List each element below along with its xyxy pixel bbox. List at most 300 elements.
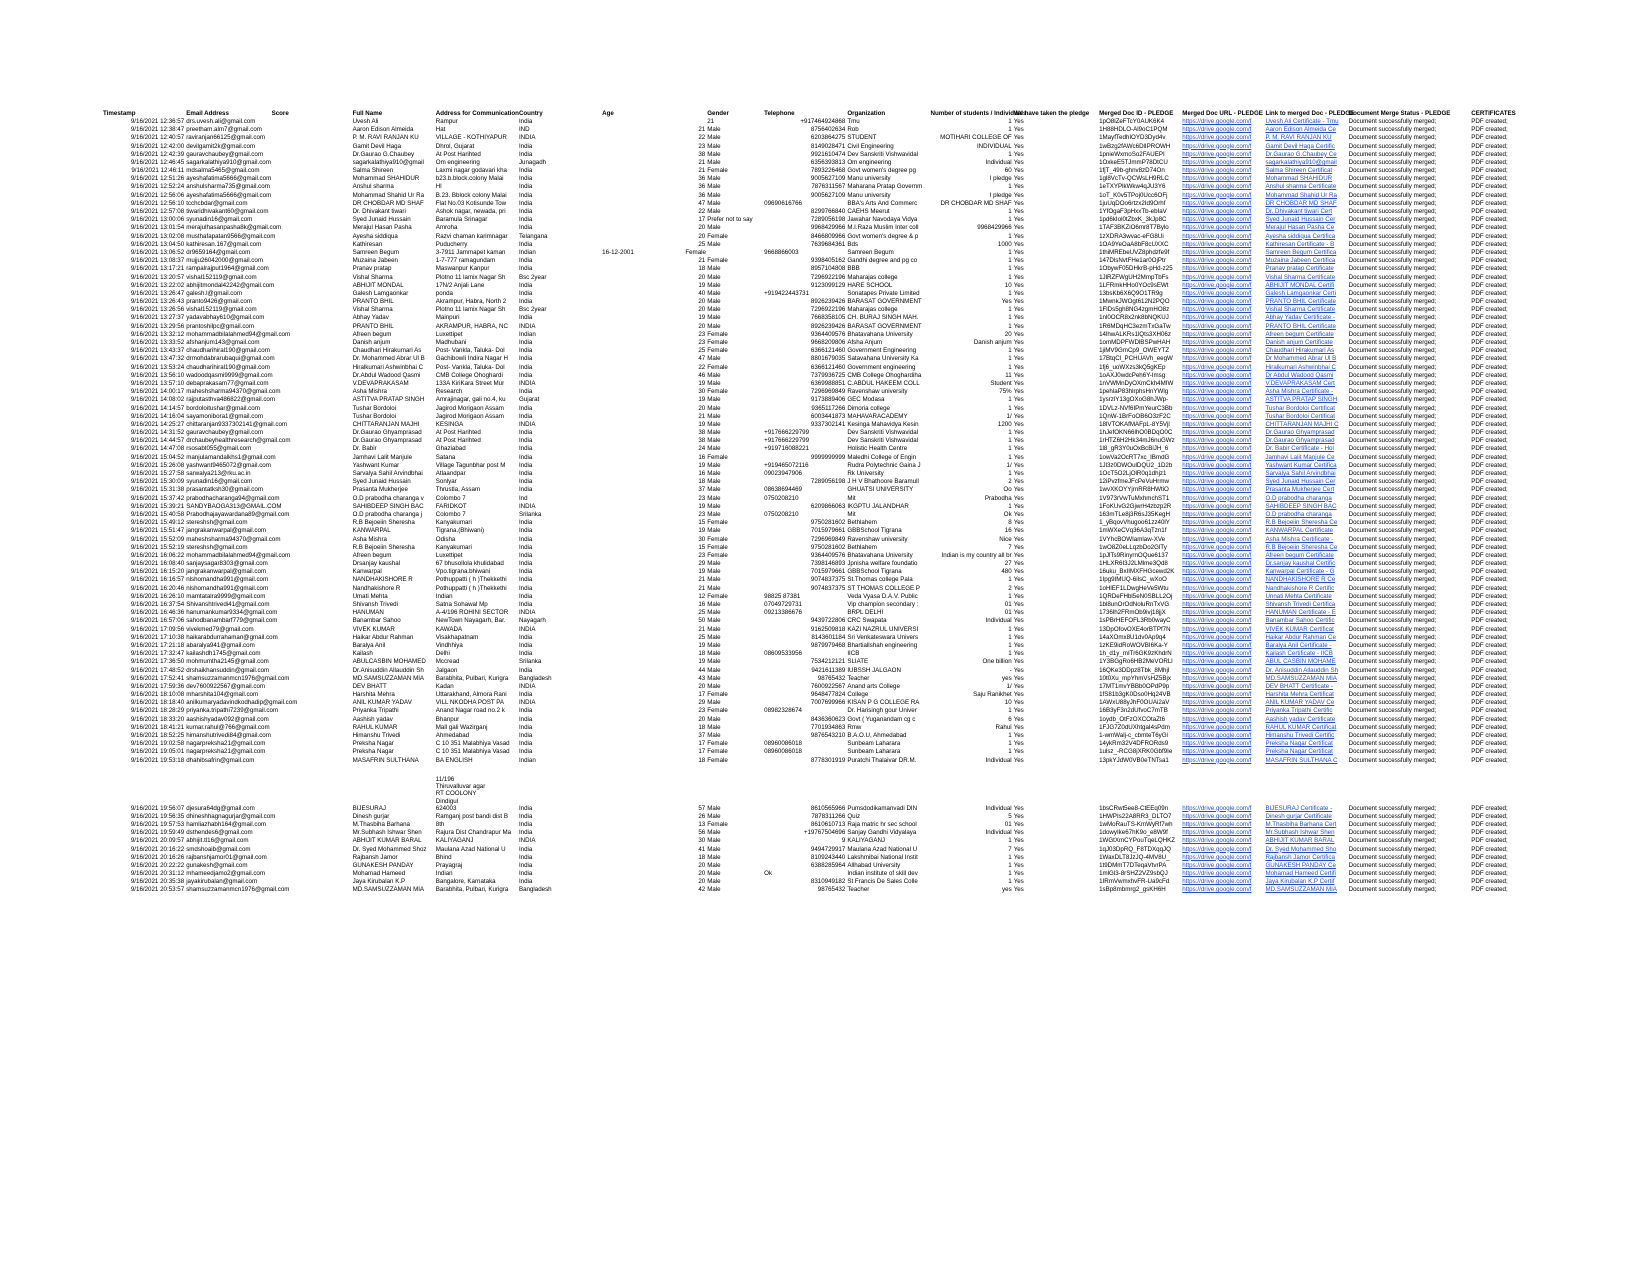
merged-doc-url[interactable]: https://drive.google.com/f (1182, 592, 1252, 600)
merged-doc-link[interactable]: Afreen begum Certificate (1265, 330, 1334, 338)
merged-doc-url[interactable]: https://drive.google.com/f (1182, 861, 1252, 869)
merged-doc-link[interactable]: Banambar Sahoo Certific (1265, 617, 1335, 625)
merged-doc-link[interactable]: Hiralkumari Ashwinbhai C (1265, 363, 1336, 371)
merged-doc-link[interactable]: PRANTO BHIL Certificate (1265, 298, 1336, 306)
merged-doc-url[interactable]: https://drive.google.com/f (1182, 322, 1252, 330)
merged-doc-link[interactable]: Yashwant Kumar Certifica (1265, 461, 1337, 469)
age-text (601, 436, 684, 444)
merged-doc-url[interactable]: https://drive.google.com/f (1182, 453, 1252, 461)
merged-doc-link[interactable]: GUNAKESH PANDAY Ce (1265, 861, 1336, 869)
merged-doc-url[interactable]: https://drive.google.com/f (1182, 388, 1252, 396)
merged-doc-url[interactable]: https://drive.google.com/f (1182, 870, 1252, 878)
table-row (102, 861, 1558, 869)
merged-doc-url[interactable]: https://drive.google.com/f (1182, 314, 1252, 322)
spacer (1087, 125, 1098, 133)
merged-doc-link[interactable]: ABHIJIT MONDAL Certifi (1265, 281, 1335, 289)
merged-doc-url[interactable]: https://drive.google.com/f (1182, 543, 1252, 551)
telephone: +917464924868 (800, 117, 846, 125)
merged-doc-link[interactable]: Vishal Sharma Certificate (1265, 273, 1336, 281)
students-count: 1000 (997, 240, 1012, 248)
merged-doc-link[interactable]: Jamhavi Lalit Manjule Ce (1265, 453, 1335, 461)
merged-doc-url[interactable]: https://drive.google.com/f (1182, 355, 1252, 363)
merged-doc-link[interactable]: Danish anjum Certificate (1265, 339, 1333, 347)
merged-doc-link[interactable]: Pranav pratap Certificate (1265, 265, 1334, 273)
merged-doc-link[interactable]: CHITTARANJAN MAJHI C (1265, 420, 1339, 428)
merged-doc-url[interactable]: https://drive.google.com/f (1182, 748, 1252, 756)
merged-doc-link[interactable]: V.DEVAPRAKASAM Cert (1265, 379, 1335, 387)
merged-doc-url[interactable]: https://drive.google.com/f (1182, 691, 1252, 699)
merged-doc-link[interactable]: MD.SAMSUZZAMAN MIA (1265, 674, 1337, 682)
merged-doc-url[interactable]: https://drive.google.com/f (1182, 609, 1252, 617)
timestamp: 9/16/2021 13:32:12 (130, 330, 185, 338)
merged-doc-url[interactable]: https://drive.google.com/f (1182, 150, 1252, 158)
merged-doc-link[interactable]: Abhay Yadav Certificate - (1265, 314, 1336, 322)
spacer (1087, 715, 1098, 723)
merged-doc-link[interactable]: Merajul Hasan Pasha Ce (1265, 224, 1335, 232)
merged-doc-url[interactable]: https://drive.google.com/f (1182, 740, 1252, 748)
merged-doc-url[interactable]: https://drive.google.com/f (1182, 142, 1252, 150)
merged-doc-link[interactable]: Rajbansh Jamor Certifica (1265, 853, 1335, 861)
merged-doc-url[interactable]: https://drive.google.com/f (1182, 363, 1252, 371)
email: tcchcbdar@gmail.com (186, 199, 248, 207)
merged-doc-link[interactable]: Himanshu Trivedi Certific (1265, 732, 1335, 740)
merged-doc-link[interactable]: Preksha Nagar Certificat (1265, 740, 1333, 748)
certificate: PDF created; (1471, 845, 1508, 853)
organization: Ravenshaw university (847, 388, 908, 396)
merged-doc-url[interactable]: https://drive.google.com/f (1182, 494, 1252, 502)
merged-doc-link[interactable]: ABUL CASBIN MOHAME (1265, 658, 1336, 666)
age: 20 (698, 870, 706, 878)
timestamp: 9/16/2021 14:14:57 (130, 404, 185, 412)
pledge: Yes (1013, 584, 1024, 592)
merged-doc-link[interactable]: Asha Mishra Certificate - (1265, 388, 1334, 396)
telephone: 9879979468 (810, 641, 846, 649)
merged-doc-link[interactable]: Anshul sharma Certificate (1265, 183, 1337, 191)
merged-doc-url[interactable]: https://drive.google.com/f (1182, 306, 1252, 314)
merge-status: Document successfully merged; (1348, 208, 1437, 216)
pledge: Yes (1013, 804, 1024, 812)
score (271, 363, 352, 371)
gender: Female (707, 257, 728, 265)
merged-doc-link[interactable]: Dr.sanjay kaushal Certific (1265, 560, 1336, 568)
merged-doc-link[interactable]: ANIL KUMAR YADAV Ce (1265, 699, 1335, 707)
table-row (102, 657, 1558, 665)
merged-doc-url[interactable]: https://drive.google.com/f (1182, 273, 1252, 281)
merged-doc-link[interactable]: Chaudhari Hirakumari As (1265, 347, 1335, 355)
merged-doc-link[interactable]: Salma Shireen Certificat (1265, 167, 1333, 175)
merged-doc-link[interactable]: Syed Junaid Hussain Cer (1265, 216, 1336, 224)
merged-doc-link[interactable]: Harshita Mehra Certificat (1265, 691, 1334, 699)
table-row (102, 314, 1558, 322)
age-text (601, 567, 684, 575)
age-text (601, 289, 684, 297)
merged-doc-url[interactable]: https://drive.google.com/f (1182, 756, 1252, 764)
merged-doc-link[interactable]: Sarvalya Sahil Arvindbhai (1265, 470, 1336, 478)
merged-doc-link[interactable]: Afreen begum Certificate (1265, 551, 1334, 559)
merged-doc-url[interactable]: https://drive.google.com/f (1182, 674, 1252, 682)
telephone: 9999999999 (810, 453, 846, 461)
merged-doc-link[interactable]: R.B Bejoeiin Sheresha Ce (1265, 543, 1338, 551)
header-cell: CERTIFICATES (1471, 109, 1516, 117)
address: 17N/2 Anjali Lane (435, 281, 485, 289)
email: rampalrajput1964@gmail.com (186, 265, 269, 273)
spacer (1087, 363, 1098, 371)
merged-doc-link[interactable]: Baralya Anil Certificate - (1265, 641, 1332, 649)
merged-doc-url[interactable]: https://drive.google.com/f (1182, 551, 1252, 559)
merged-doc-link[interactable]: SAHIBDEEP SINGH BAC (1265, 502, 1337, 510)
email: mohammadbilalahmed94@gmail.com (186, 330, 291, 338)
merged-doc-link[interactable]: Dr.Gaurao Ghyamprasad (1265, 437, 1335, 445)
merged-doc-link[interactable]: R.B Bejoeiin Sheresha Ce (1265, 519, 1338, 527)
merged-doc-url[interactable]: https://drive.google.com/f (1182, 158, 1252, 166)
merged-doc-url[interactable]: https://drive.google.com/f (1182, 371, 1252, 379)
merged-doc-url[interactable]: https://drive.google.com/f (1182, 281, 1252, 289)
address: Rampur (435, 117, 458, 125)
country: India (518, 216, 533, 224)
pledge: Yes (1013, 363, 1024, 371)
organization: Maledhi College of Engin (847, 453, 917, 461)
full-name: Mohammad SHAHIDUR (352, 175, 420, 183)
telephone: 98765432 (817, 674, 846, 682)
merged-doc-url[interactable]: https://drive.google.com/f (1182, 126, 1252, 134)
full-name: KANWARPAL (352, 527, 391, 535)
merged-doc-url[interactable]: https://drive.google.com/f (1182, 519, 1252, 527)
students-count: 1/ (1006, 412, 1012, 420)
country: India (518, 748, 533, 756)
merged-doc-link[interactable]: ASTITVA PRATAP SINGH (1265, 396, 1338, 404)
age-text (601, 150, 684, 158)
age-text (601, 526, 684, 534)
country: India (518, 289, 533, 297)
table-row (102, 641, 1558, 649)
timestamp: 9/16/2021 13:08:37 (130, 257, 185, 265)
merged-doc-link[interactable]: Shivansh Trivedi Certifica (1265, 601, 1336, 609)
merged-doc-url[interactable]: https://drive.google.com/f (1182, 510, 1252, 518)
spacer (1087, 731, 1098, 739)
email: drmohdabrarubaqui@gmail.com (186, 355, 275, 363)
merged-doc-link[interactable]: Preksha Nagar Certificat (1265, 748, 1333, 756)
merged-doc-link[interactable]: Priyanka Tripathi Certific (1265, 707, 1333, 715)
age: 47 (698, 199, 706, 207)
merged-doc-link[interactable]: Dr.Gaurao Ghyamprasad (1265, 429, 1335, 437)
organization: St.Thomas college Pala (847, 576, 913, 584)
merged-doc-link[interactable]: RAHUL KUMAR Certificat (1265, 723, 1337, 731)
merged-doc-url[interactable]: https://drive.google.com/f (1182, 183, 1252, 191)
merged-doc-link[interactable]: Kailash Certificate - IICB (1265, 650, 1333, 658)
merged-doc-link[interactable]: Nandhakishore R Certific (1265, 584, 1335, 592)
merged-doc-link[interactable]: MASAFRIN SULTHANA C (1265, 756, 1338, 764)
gender: Male (707, 126, 721, 134)
merged-doc-id: 1IRmVwmxhvFR-Ua9cFd (1099, 878, 1170, 886)
students-count: MOTIHARI COLLEGE OF (940, 134, 1012, 142)
merged-doc-link[interactable]: Dr. Babir Certificate - Hol (1265, 445, 1334, 453)
merged-doc-url[interactable]: https://drive.google.com/f (1182, 641, 1252, 649)
merged-doc-url[interactable]: https://drive.google.com/f (1182, 527, 1252, 535)
merged-doc-link[interactable]: Dr. Anisuddin Allauddin Sh (1265, 666, 1339, 674)
merged-doc-url[interactable]: https://drive.google.com/f (1182, 707, 1252, 715)
age-text (601, 256, 684, 264)
telephone: 9364409576 (810, 551, 846, 559)
merged-doc-url[interactable]: https://drive.google.com/f (1182, 248, 1252, 256)
country: Bangladesh (518, 674, 552, 682)
merged-doc-url[interactable]: https://drive.google.com/f (1182, 584, 1252, 592)
age-text (601, 690, 684, 698)
score (271, 836, 352, 844)
address: 1-7-777 ramagundam (435, 257, 496, 265)
merged-doc-url[interactable]: https://drive.google.com/f (1182, 265, 1252, 273)
merged-doc-url[interactable]: https://drive.google.com/f (1182, 208, 1252, 216)
merged-doc-link[interactable]: Mohammad Shahid Ur Ra (1265, 191, 1337, 199)
pledge: Yes (1013, 592, 1024, 600)
telephone: 9337302141 (810, 420, 846, 428)
spacer (1087, 812, 1098, 820)
merged-doc-url[interactable]: https://drive.google.com/f (1182, 257, 1252, 265)
merged-doc-url[interactable]: https://drive.google.com/f (1182, 117, 1252, 125)
certificate: PDF created; (1471, 682, 1508, 690)
merged-doc-link[interactable]: BIJESURAJ Certificate - (1265, 804, 1333, 812)
merged-doc-url[interactable]: https://drive.google.com/f (1182, 576, 1252, 584)
merged-doc-url[interactable]: https://drive.google.com/f (1182, 429, 1252, 437)
merged-doc-url[interactable]: https://drive.google.com/f (1182, 134, 1252, 142)
merged-doc-url[interactable]: https://drive.google.com/f (1182, 812, 1252, 820)
merged-doc-link[interactable]: Uvesh Ali Certificate - Tmu (1265, 117, 1339, 125)
merged-doc-url[interactable]: https://drive.google.com/f (1182, 240, 1252, 248)
merged-doc-link[interactable]: Vishal Sharma Certificate (1265, 306, 1336, 314)
merged-doc-url[interactable]: https://drive.google.com/f (1182, 601, 1252, 609)
merged-doc-url[interactable]: https://drive.google.com/f (1182, 339, 1252, 347)
merged-doc-link[interactable]: Dr.Gaurao G.Chaubey Ce (1265, 150, 1337, 158)
table-row (102, 649, 1558, 657)
merged-doc-link[interactable]: Syed Junaid Hussain Cer (1265, 478, 1336, 486)
pledge: Yes (1013, 306, 1024, 314)
merge-status: Document successfully merged; (1348, 502, 1437, 510)
merged-doc-id: 1pJlTs9RinyrnOQue6137 (1099, 551, 1169, 559)
merged-doc-link[interactable]: Tushar Bordoloi Certificat (1265, 404, 1336, 412)
students-count: 1 (1008, 150, 1012, 158)
merged-doc-url[interactable]: https://drive.google.com/f (1182, 396, 1252, 404)
merged-doc-id: 1FJG7Z0dUXhtgaI4sPdm (1099, 723, 1170, 731)
organization: Tmu (847, 117, 860, 125)
merged-doc-link[interactable]: Kathiresan Certificate - B (1265, 240, 1335, 248)
merged-doc-url[interactable]: https://drive.google.com/f (1182, 535, 1252, 543)
merge-status: Document successfully merged; (1348, 535, 1437, 543)
address: 133A KiriKara Street Mur (435, 379, 505, 387)
age-text (601, 469, 684, 477)
age: 25 (698, 609, 706, 617)
merged-doc-link[interactable]: Galesh Lamgaonkar Certi (1265, 289, 1336, 297)
merged-doc-id: 1bl8unOrOdNoluRnTxVG (1099, 601, 1170, 609)
merged-doc-link[interactable]: O.D prabodha charanga (1265, 494, 1332, 502)
merged-doc-url[interactable]: https://drive.google.com/f (1182, 650, 1252, 658)
merged-doc-url[interactable]: https://drive.google.com/f (1182, 886, 1252, 894)
merged-doc-link[interactable]: MD.SAMSUZZAMAN MIA (1265, 886, 1337, 894)
spacer (1087, 649, 1098, 657)
merged-doc-link[interactable]: Dr Mohammed Abrar Ul B (1265, 355, 1337, 363)
email: vishal152119@gmail.com (186, 273, 257, 281)
merged-doc-link[interactable]: M.Thasbiha Barhana Cert (1265, 820, 1337, 828)
timestamp: 9/16/2021 12:56:10 (130, 199, 185, 207)
merged-doc-link[interactable]: Mr.Subhash Ishwar Shen (1265, 829, 1335, 837)
spacer (1087, 404, 1098, 412)
timestamp: 9/16/2021 12:46:11 (131, 167, 185, 175)
table-row (102, 445, 1558, 453)
merged-doc-url[interactable]: https://drive.google.com/f (1182, 289, 1252, 297)
telephone: 7893226468 (810, 167, 846, 175)
merged-doc-link[interactable]: PRANTO BHIL Certificate (1265, 322, 1336, 330)
merged-doc-url[interactable]: https://drive.google.com/f (1182, 878, 1252, 886)
organization: Govt women's degree pg (847, 167, 916, 175)
merged-doc-url[interactable]: https://drive.google.com/f (1182, 617, 1252, 625)
table-row (102, 510, 1558, 518)
pledge: Yes (1013, 617, 1024, 625)
address: VILLAGE - KOTHIYAPUR (435, 134, 507, 142)
country: India (518, 878, 533, 886)
merged-doc-url[interactable]: https://drive.google.com/f (1182, 845, 1252, 853)
merged-doc-url[interactable]: https://drive.google.com/f (1182, 568, 1252, 576)
merged-doc-url[interactable]: https://drive.google.com/f (1182, 175, 1252, 183)
merged-doc-url[interactable]: https://drive.google.com/f (1182, 633, 1252, 641)
age: 19 (698, 568, 706, 576)
merged-doc-link[interactable]: Ayesha siddiqua Certifica (1265, 232, 1336, 240)
merged-doc-link[interactable]: Kanwarpal Certificate - G (1265, 568, 1335, 576)
merged-doc-url[interactable]: https://drive.google.com/f (1182, 715, 1252, 723)
merged-doc-url[interactable]: https://drive.google.com/f (1182, 820, 1252, 828)
telephone: 7007699966 (810, 699, 846, 707)
merged-doc-url[interactable]: https://drive.google.com/f (1182, 666, 1252, 674)
telephone: 9668866003 (764, 248, 799, 256)
country: India (518, 691, 533, 699)
merged-doc-url[interactable]: https://drive.google.com/f (1182, 167, 1252, 175)
merged-doc-link[interactable]: Samreen Begum Certifica (1265, 248, 1337, 256)
students-count: I pledge (989, 175, 1012, 183)
pledge: Yes (1013, 560, 1024, 568)
merged-doc-url[interactable]: https://drive.google.com/f (1182, 347, 1252, 355)
full-name: Harshita Mehra (352, 691, 395, 699)
merged-doc-url[interactable]: https://drive.google.com/f (1182, 829, 1252, 837)
merged-doc-url[interactable]: https://drive.google.com/f (1182, 224, 1252, 232)
merge-status: Document successfully merged; (1348, 633, 1437, 641)
merged-doc-url[interactable]: https://drive.google.com/f (1182, 330, 1252, 338)
students-count: 2 (1008, 478, 1012, 486)
merged-doc-url[interactable]: https://drive.google.com/f (1182, 412, 1252, 420)
merged-doc-link[interactable]: HANUMAN Certificate - E (1265, 609, 1336, 617)
merged-doc-url[interactable]: https://drive.google.com/f (1182, 404, 1252, 412)
merged-doc-link[interactable]: Aashish yadav Certificate (1265, 715, 1336, 723)
merged-doc-url[interactable]: https://drive.google.com/f (1182, 837, 1252, 845)
merged-doc-url[interactable]: https://drive.google.com/f (1182, 216, 1252, 224)
merged-doc-url[interactable]: https://drive.google.com/f (1182, 723, 1252, 731)
merge-status: Document successfully merged; (1348, 224, 1437, 232)
timestamp: 9/16/2021 20:31:12 (130, 870, 185, 878)
merged-doc-url[interactable]: https://drive.google.com/f (1182, 478, 1252, 486)
telephone: +917666229799 (764, 429, 810, 437)
merged-doc-url[interactable]: https://drive.google.com/f (1182, 199, 1252, 207)
merged-doc-url[interactable]: https://drive.google.com/f (1182, 232, 1252, 240)
merged-doc-link[interactable]: ABHIJIT KUMAR BARAL (1265, 837, 1335, 845)
country: India (518, 740, 533, 748)
country: India (518, 167, 533, 175)
merged-doc-link[interactable]: Mohammad SHAHIDUR (1265, 175, 1333, 183)
age: 30 (698, 837, 706, 845)
merged-doc-url[interactable]: https://drive.google.com/f (1182, 298, 1252, 306)
merged-doc-link[interactable]: Jaya Kirubalan K.P Certif (1265, 878, 1335, 886)
merged-doc-link[interactable]: DR CHOBDAR MD SHAF (1265, 199, 1337, 207)
certificate: PDF created; (1471, 878, 1508, 886)
age-text (601, 715, 684, 723)
merged-doc-url[interactable]: https://drive.google.com/f (1182, 682, 1252, 690)
merged-doc-url[interactable]: https://drive.google.com/f (1182, 461, 1252, 469)
merged-doc-url[interactable]: https://drive.google.com/f (1182, 853, 1252, 861)
timestamp: 9/16/2021 13:04:50 (130, 240, 185, 248)
merged-doc-link[interactable]: DEV BHATT Certificate - (1265, 682, 1333, 690)
merged-doc-link[interactable]: NANDHAKISHORE R Ce (1265, 576, 1336, 584)
merged-doc-url[interactable]: https://drive.google.com/f (1182, 658, 1252, 666)
pledge: Yes (1013, 666, 1024, 674)
merged-doc-link[interactable]: VIVEK KUMAR Certificat (1265, 625, 1334, 633)
age-text (601, 877, 684, 885)
merged-doc-url[interactable]: https://drive.google.com/f (1182, 804, 1252, 812)
email: jangrakanwarpal@gmail.com (186, 568, 267, 576)
merged-doc-link[interactable]: Muzaina Jabeen Certifica (1265, 257, 1336, 265)
merged-doc-link[interactable]: Dinesh gurjar Certificate (1265, 812, 1332, 820)
merged-doc-url[interactable]: https://drive.google.com/f (1182, 445, 1252, 453)
merged-doc-link[interactable]: Dr. Syed Mohammed Sho (1265, 845, 1337, 853)
merged-doc-url[interactable]: https://drive.google.com/f (1182, 191, 1252, 199)
merged-doc-link[interactable]: Asha Mishra Certificate - (1265, 535, 1334, 543)
merged-doc-url[interactable]: https://drive.google.com/f (1182, 732, 1252, 740)
merge-status: Document successfully merged; (1348, 232, 1437, 240)
merged-doc-url[interactable]: https://drive.google.com/f (1182, 486, 1252, 494)
merged-doc-url[interactable]: https://drive.google.com/f (1182, 560, 1252, 568)
full-name: Nandhakishore R (352, 584, 401, 592)
organization: STUDENT (847, 134, 877, 142)
merged-doc-link[interactable]: Tushar Bordoloi Certificat (1265, 412, 1336, 420)
merged-doc-link[interactable]: Unnati Mehta Certificate (1265, 592, 1332, 600)
merged-doc-link[interactable]: KANWARPAL Certificate (1265, 527, 1333, 535)
merged-doc-link[interactable]: Mohamad Hameed Certifi (1265, 870, 1336, 878)
merged-doc-link[interactable]: Dr. Dhivakant tiwari Cert (1265, 208, 1333, 216)
spacer (1087, 616, 1098, 624)
merged-doc-url[interactable]: https://drive.google.com/f (1182, 379, 1252, 387)
email: maheshsharma94370@gmail.com (186, 535, 281, 543)
merged-doc-link[interactable]: Haikar Abdur Rahman Ce (1265, 633, 1336, 641)
merged-doc-url[interactable]: https://drive.google.com/f (1182, 625, 1252, 633)
merged-doc-link[interactable]: Gamit Devil Haga Certific (1265, 142, 1335, 150)
timestamp: 9/16/2021 13:26:43 (130, 298, 185, 306)
merged-doc-link[interactable]: Aaron Edison Almeida Ce (1265, 126, 1336, 134)
merged-doc-link[interactable]: Dr Abdul Wadood Qasmi (1265, 371, 1334, 379)
merged-doc-url[interactable]: https://drive.google.com/f (1182, 437, 1252, 445)
address: Prayagraj (435, 861, 463, 869)
merge-status: Document successfully merged; (1348, 412, 1437, 420)
spacer (1087, 117, 1098, 125)
organization: BBA's Arts And Commerc (847, 199, 918, 207)
age-text (601, 387, 684, 395)
merged-doc-url[interactable]: https://drive.google.com/f (1182, 502, 1252, 510)
merged-doc-url[interactable]: https://drive.google.com/f (1182, 420, 1252, 428)
merge-status: Document successfully merged; (1348, 812, 1437, 820)
students-count: 1 (1008, 625, 1012, 633)
merged-doc-link[interactable]: Prasanta Mukherjee Cert (1265, 486, 1335, 494)
merged-doc-link[interactable]: P. M. RAVI RANJAN KU (1265, 134, 1332, 142)
merged-doc-url[interactable]: https://drive.google.com/f (1182, 699, 1252, 707)
merged-doc-link[interactable]: sagarkalathiya910@gmail (1265, 158, 1337, 166)
age-text (601, 747, 684, 755)
pledge: Yes (1013, 732, 1024, 740)
merged-doc-link[interactable]: O.D prabodha charanga (1265, 510, 1332, 518)
merged-doc-url[interactable]: https://drive.google.com/f (1182, 470, 1252, 478)
certificate: PDF created; (1471, 527, 1508, 535)
